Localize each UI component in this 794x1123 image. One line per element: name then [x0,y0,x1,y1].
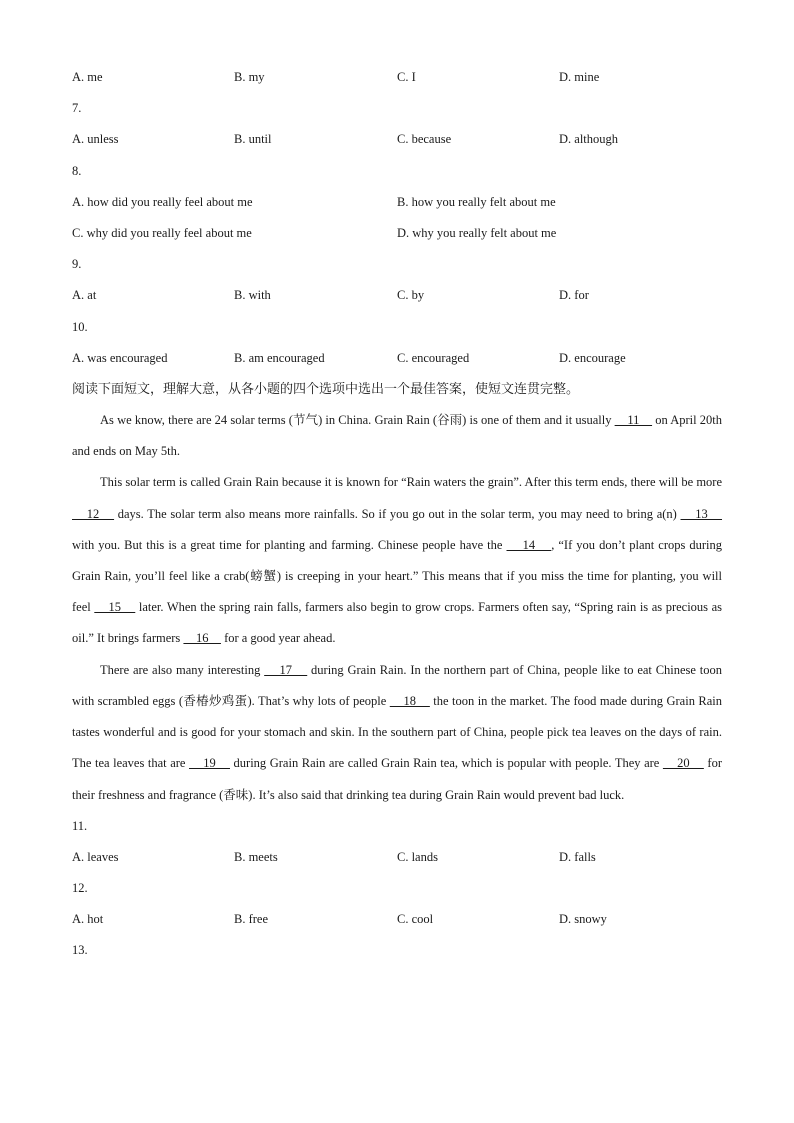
option-b: B. free [234,912,269,927]
blank-17: 17 [264,662,308,677]
passage-text: on April 20th and ends on May 5th. [72,413,723,459]
passage-text: during Grain Rain are called Grain Rain tea, which is popular with people. They are [229,756,663,771]
passage-text: As we know, there are 24 solar terms (节气) in China. Grain Rain (谷雨) is one of them and it usually [100,413,615,428]
option-b: B. my [234,70,265,84]
option-c: C. encouraged [397,350,470,365]
blank-16: 16 [183,631,221,646]
worksheet-page [72,62,722,967]
passage-text: for a good year ahead. [220,631,336,646]
option-b: B. am encouraged [234,350,325,365]
question-8-options-row2 [72,218,722,249]
option-c: C. why did you really feel about me [72,225,252,240]
option-d: D. although [559,132,619,147]
question-7-number: 7. [72,101,82,116]
blank-11: 11 [614,413,653,428]
option-d: D. why you really felt about me [397,225,557,240]
question-10-options [72,343,722,374]
option-b: B. until [234,132,272,147]
passage-text: later. When the spring rain falls, farmers also begin to grow crops. Farmers often say, “Spring rain is as precious as oil.” It brings farmers [72,600,723,646]
passage-text: , “If you don’t plant crops during Grain Rain, you’ll feel like a crab(螃蟹) is creeping in your heart.” This means that if you miss the time for planting, you will feel [72,537,723,615]
blank-19: 19 [189,756,230,771]
blank-18: 18 [389,693,430,708]
option-a: A. unless [72,132,119,147]
question-9-number: 9. [72,257,82,272]
option-a: A. me [72,70,103,84]
option-d: D. encourage [559,350,626,365]
question-9-options [72,280,722,311]
option-c: C. cool [397,912,434,927]
option-a: A. was encouraged [72,350,168,365]
passage-text: with you. But this is a great time for planting and farming. Chinese people have the [72,537,507,552]
option-c: C. I [397,70,416,84]
question-12-options [72,904,722,935]
passage-paragraph-3 [72,655,722,811]
passage-text: days. The solar term also means more rainfalls. So if you go out in the solar term, you may need to bring a(n) [114,506,681,521]
passage-text: for their freshness and fragrance (香味). It’s also said that drinking tea during Grain Rain would prevent bad luck. [72,756,722,802]
option-b: B. how you really felt about me [397,194,556,209]
option-c: C. lands [397,849,438,864]
question-8-options-row1 [72,187,722,218]
option-a: A. how did you really feel about me [72,194,253,209]
question-13-number: 13. [72,943,88,958]
blank-14: 14 [506,537,552,552]
option-b: B. meets [234,849,278,864]
blank-20: 20 [662,756,704,771]
blank-13: 13 [680,506,723,521]
option-d: D. mine [559,70,600,84]
passage-paragraph-1 [72,405,722,467]
blank-15: 15 [94,600,136,615]
section-instruction: 阅读下面短文，理解大意，从各小题的四个选项中选出一个最佳答案，使短文连贯完整。 [72,381,580,397]
passage-text: There are also many interesting [100,662,265,677]
blank-12: 12 [72,506,115,521]
passage-text: This solar term is called Grain Rain because it is known for “Rain waters the grain”. After this term ends, there will be more [100,475,722,490]
option-d: D. falls [559,849,596,864]
question-12-number: 12. [72,881,88,896]
question-11-options [72,842,722,873]
option-c: C. by [397,288,425,303]
passage-text: during Grain Rain. In the northern part of China, people like to eat Chinese toon with scrambled eggs (香椿炒鸡蛋). That’s why lots of people [72,662,723,708]
passage-paragraph-2 [72,467,722,654]
option-b: B. with [234,288,271,303]
option-a: A. at [72,288,97,303]
question-8-number: 8. [72,163,82,178]
option-a: A. leaves [72,849,119,864]
question-6-options [72,62,722,93]
option-c: C. because [397,132,452,147]
option-d: D. for [559,288,589,303]
passage-text: the toon in the market. The food made during Grain Rain tastes wonderful and is good for your stomach and skin. In the southern part of China, people pick tea leaves on the days of rain. The tea leaves that are [72,693,722,771]
option-d: D. snowy [559,912,607,927]
question-7-options [72,124,722,155]
option-a: A. hot [72,912,104,927]
question-10-number: 10. [72,319,88,334]
question-11-number: 11. [72,818,88,833]
